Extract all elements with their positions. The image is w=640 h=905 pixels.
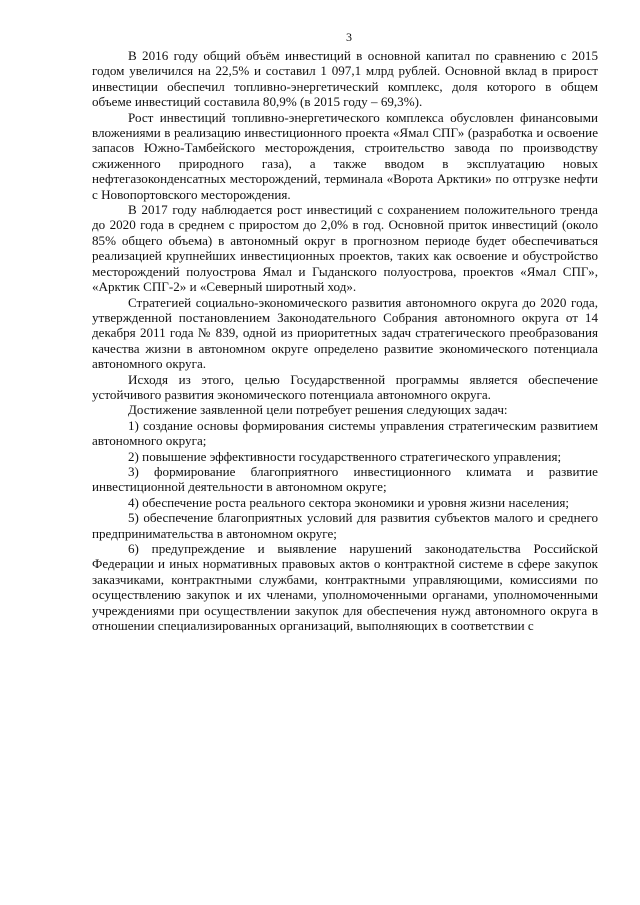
paragraph-strategy: Стратегией социально-экономического развития автономного округа до 2020 года, утвержденной постановлением Законодательного Собрания автономного округа от 14 декабря 2011 года № 839, одной из приоритетных задач стратегического преобразования качества жизни в автономном округе определено развитие экономического потенциала автономного округа. (92, 294, 598, 372)
paragraph-program-goal: Исходя из этого, целью Государственной программы является обеспечение устойчивого развития экономического потенциала автономного округа. (92, 371, 598, 402)
paragraph-investment-2016: В 2016 году общий объём инвестиций в основной капитал по сравнению с 2015 годом увеличился на 22,5% и составил 1 097,1 млрд рублей. Основной вклад в прирост инвестиции обеспечил топливно-энергетический комплекс, доля которого в общем объеме инвестиций составила 80,9% (в 2015 году – 69,3%). (92, 48, 598, 110)
paragraph-fuel-energy-growth: Рост инвестиций топливно-энергетического комплекса обусловлен финансовыми вложениями в реализацию инвестиционного проекта «Ямал СПГ» (разработка и освоение запасов Южно-Тамбейского месторождения, строительство завода по производству сжиженного природного газа), а также вводом в эксплуатацию новых нефтегазоконденсатных месторождений, терминала «Ворота Арктики» по отгрузке нефти с Новопортовского месторождения. (92, 109, 598, 202)
task-item-5: 5) обеспечение благоприятных условий для развития субъектов малого и среднего предпринимательства в автономном округе; (92, 510, 598, 541)
task-item-3: 3) формирование благоприятного инвестиционного климата и развитие инвестиционной деятельности в автономном округе; (92, 463, 598, 495)
task-item-2: 2) повышение эффективности государственного стратегического управления; (128, 448, 562, 464)
page-number: 3 (346, 30, 352, 44)
task-item-1: 1) создание основы формирования системы управления стратегическим развитием автономного округа; (92, 417, 598, 449)
task-item-4: 4) обеспечение роста реального сектора экономики и уровня жизни населения; (128, 494, 570, 510)
task-item-6: 6) предупреждение и выявление нарушений законодательства Российской Федерации и иных нормативных правовых актов о контрактной системе в сфере закупок заказчиками, контрактными службами, контрактными управляющими, комиссиями по осуществлению закупок и их членами, уполномоченными органами, уполномоченными учреждениями при осуществлении закупок для обеспечения нужд автономного округа в отношении специализированных организаций, выполняющих в соответствии с (92, 541, 598, 634)
paragraph-tasks-intro: Достижение заявленной цели потребует решения следующих задач: (128, 402, 508, 418)
paragraph-investment-2017: В 2017 году наблюдается рост инвестиций с сохранением положительного тренда до 2020 года в среднем с приростом до 2,0% в год. Основной приток инвестиций (около 85% общего объема) в автономный округ в прогнозном периоде будет обеспечиваться реализацией крупнейших инвестиционных проектов, таких как освоение и обустройство месторождений полуострова Ямал и Гыданского полуострова, проектов «Ямал СПГ», «Арктик СПГ-2» и «Северный широтный ход». (92, 202, 598, 295)
